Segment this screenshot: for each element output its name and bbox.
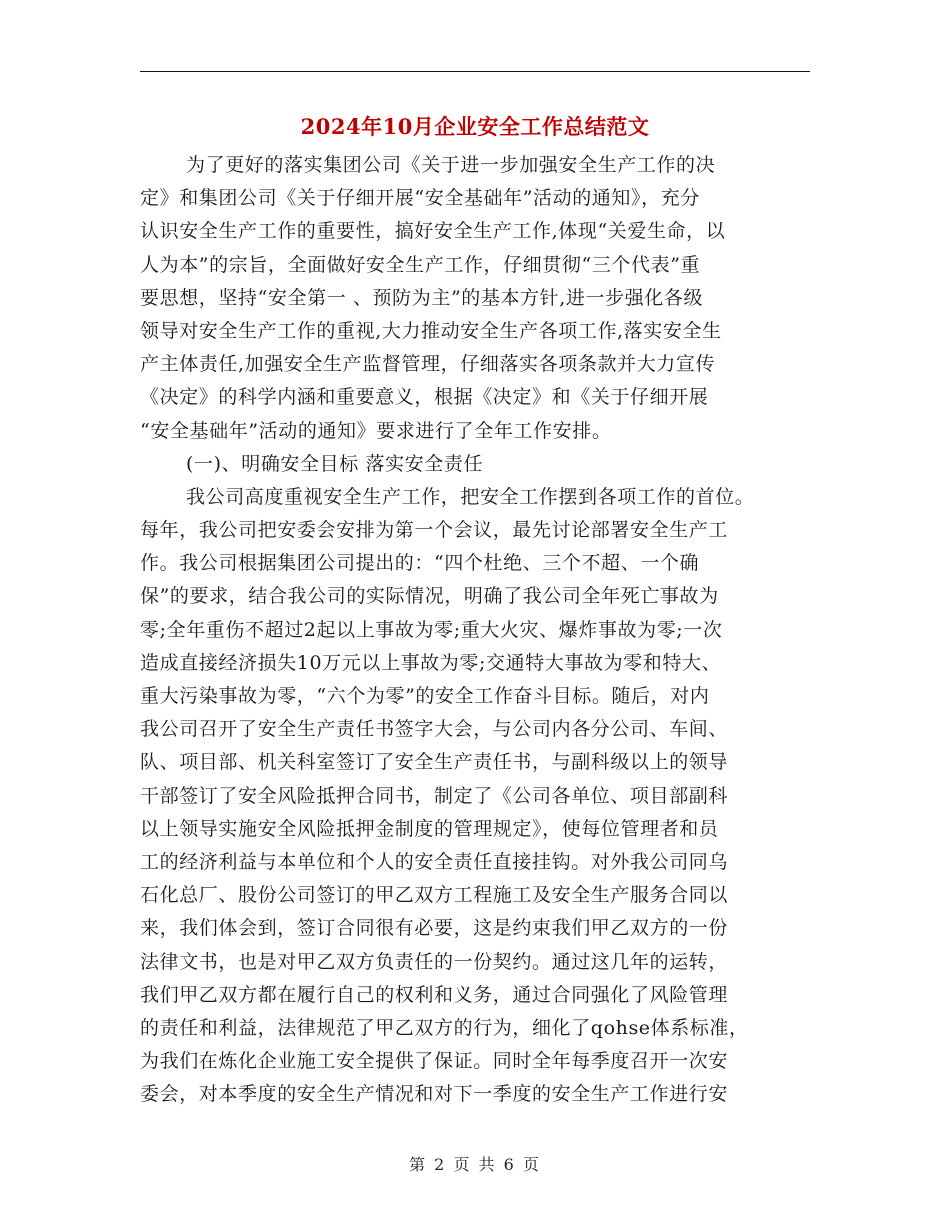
- paragraph-line: “安全基础年”活动的通知》要求进行了全年工作安排。: [140, 419, 612, 442]
- section-heading: (一)、明确安全目标 落实安全责任: [186, 452, 484, 475]
- paragraph-line: 产主体责任,加强安全生产监督管理，仔细落实各项条款并大力宣传: [140, 353, 716, 376]
- paragraph-line: 《决定》的科学内涵和重要意义，根据《决定》和《关于仔细开展: [140, 386, 709, 409]
- document-body: [140, 149, 810, 1111]
- page-number-footer: 第 2 页 共 6 页: [409, 1155, 541, 1174]
- paragraph-line: 定》和集团公司《关于仔细开展“安全基础年”活动的通知》，充分: [140, 187, 700, 210]
- paragraph-line: 造成直接经济损失10万元以上事故为零;交通特大事故为零和特大、: [140, 651, 722, 674]
- paragraph-line: 认识安全生产工作的重要性，搞好安全生产工作,体现“关爱生命，以: [140, 220, 726, 243]
- paragraph-line: 为了更好的落实集团公司《关于进一步加强安全生产工作的决: [186, 154, 716, 176]
- paragraph-line: 我公司召开了安全生产责任书签字大会，与公司内各分公司、车间、: [140, 718, 729, 741]
- paragraph-line: 零;全年重伤不超过2起以上事故为零;重大火灾、爆炸事故为零;一次: [140, 618, 723, 641]
- paragraph-line: 要思想，坚持“安全第一 、预防为主”的基本方针,进一步强化各级: [140, 286, 704, 309]
- header-rule: [140, 71, 810, 72]
- paragraph-line: 来，我们体会到，签订合同很有必要，这是约束我们甲乙双方的一份: [140, 917, 729, 940]
- paragraph-line: 队、项目部、机关科室签订了安全生产责任书，与副科级以上的领导: [140, 751, 729, 774]
- paragraph-line: 为我们在炼化企业施工安全提供了保证。同时全年每季度召开一次安: [140, 1050, 729, 1073]
- paragraph-line: 我们甲乙双方都在履行自己的权利和义务，通过合同强化了风险管理: [140, 983, 729, 1006]
- paragraph-line: 领导对安全生产工作的重视,大力推动安全生产各项工作,落实安全生: [140, 319, 722, 342]
- paragraph-line: 干部签订了安全风险抵押合同书，制定了《公司各单位、项目部副科: [140, 784, 729, 807]
- paragraph-line: 委会，对本季度的安全生产情况和对下一季度的安全生产工作进行安: [140, 1083, 729, 1106]
- paragraph-line: 工的经济利益与本单位和个人的安全责任直接挂钩。对外我公司同乌: [140, 850, 729, 873]
- document-title: 2024年10月企业安全工作总结范文: [300, 114, 650, 139]
- paragraph-line: 人为本”的宗旨，全面做好安全生产工作，仔细贯彻“三个代表”重: [140, 253, 701, 276]
- paragraph-line: 每年，我公司把安委会安排为第一个会议，最先讨论部署安全生产工: [140, 519, 729, 542]
- paragraph-line: 的责任和利益，法律规范了甲乙双方的行为，细化了qohse体系标准，: [140, 1016, 749, 1039]
- paragraph-line: 石化总厂、股份公司签订的甲乙双方工程施工及安全生产服务合同以: [140, 884, 729, 907]
- paragraph-line: 重大污染事故为零，“六个为零”的安全工作奋斗目标。随后，对内: [140, 685, 710, 707]
- paragraph-line: 以上领导实施安全风险抵押金制度的管理规定》，使每位管理者和员: [140, 817, 719, 840]
- paragraph-line: 法律文书，也是对甲乙双方负责任的一份契约。通过这几年的运转，: [140, 950, 729, 973]
- paragraph-line: 作。我公司根据集团公司提出的：“四个杜绝、三个不超、一个确: [140, 552, 700, 575]
- paragraph-line: 保”的要求，结合我公司的实际情况，明确了我公司全年死亡事故为: [140, 585, 719, 608]
- paragraph-line: 我公司高度重视安全生产工作，把安全工作摆到各项工作的首位。: [186, 485, 755, 508]
